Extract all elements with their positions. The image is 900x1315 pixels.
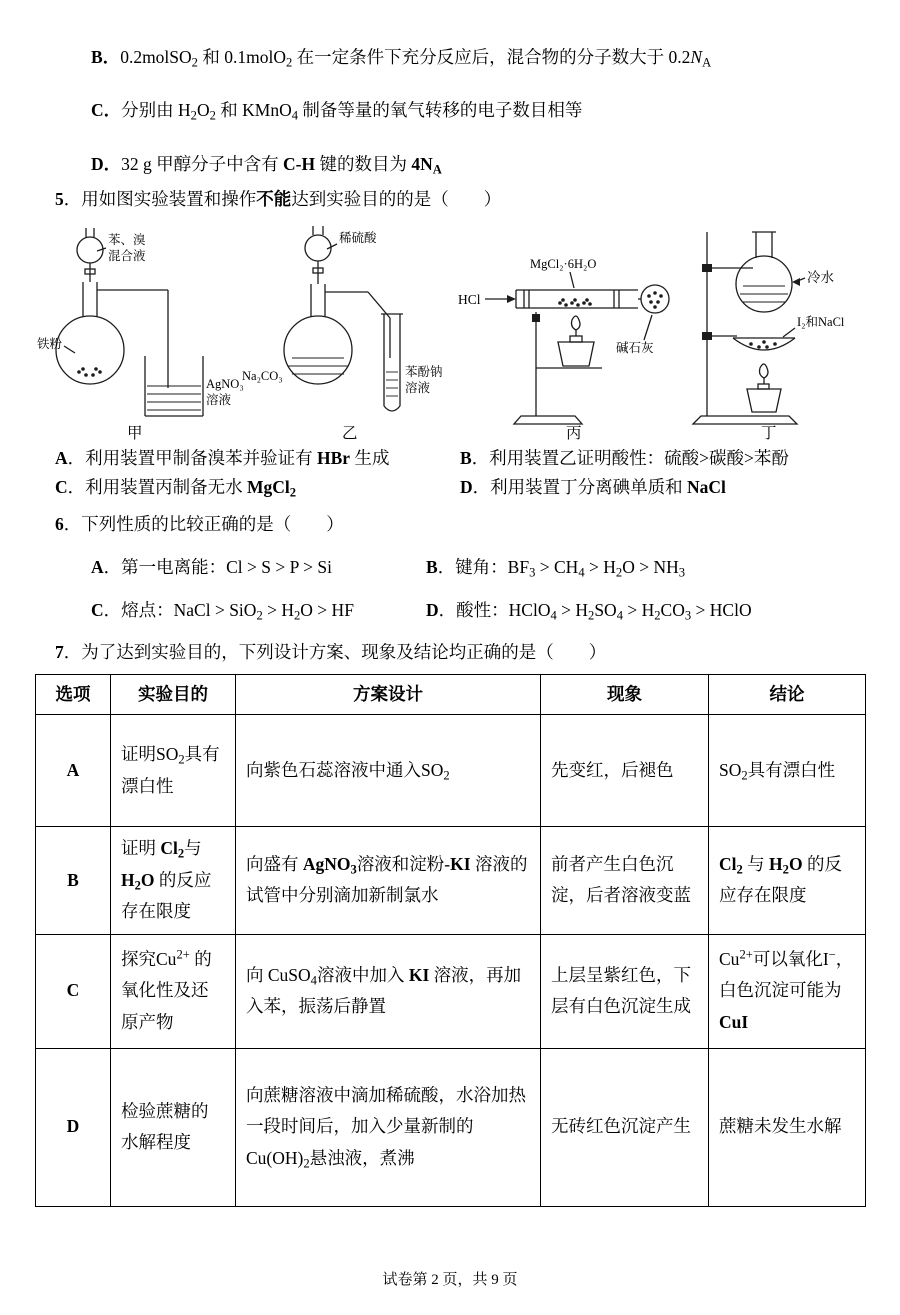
option-6c: C．熔点：NaCl > $SiO_2 > H_2O$ > HF [91,600,354,623]
arrow-icon [507,295,516,303]
cell-design: 向 CuSO$_4$溶液中加入 KI 溶液，再加入苯，振荡后静置 [236,934,541,1048]
caption-bing: 丙 [566,425,582,442]
alcohol-lamp [747,364,781,412]
dropping-funnel [77,228,103,282]
option-4c: C．分别由 $H_2O_2$ 和 KMnO$_4$ 制备等量的氧气转移的电子数目相等 [91,100,583,123]
mgcl2-solid-dots [559,298,593,307]
label-mgcl2-6h2o: MgCl₂·6H₂O [530,257,597,271]
cell-phenomenon: 上层呈紫红色，下层有白色沉淀生成 [541,934,709,1048]
test-tube [381,314,403,411]
caption-ding: 丁 [760,425,777,442]
label-benzene-bromine-2: 混合液 [108,249,146,263]
question-5-options-row-1 [55,445,865,471]
label-hcl-gas: HCl [458,292,481,307]
cell-conclusion: $Cl_2$ 与 $H_2O$ 的反应存在限度 [709,827,866,935]
iron-stand [514,312,602,424]
round-flask [56,282,124,384]
evaporating-dish [733,338,795,350]
cell-design: 向盛有 AgNO$_3$溶液和淀粉-KI 溶液的试管中分别滴加新制氯水 [236,827,541,935]
page-footer: 试卷第 2 页，共 9 页 [382,1271,518,1288]
test-tube-liquid [386,372,398,396]
cell-option: A [36,715,111,827]
drying-bulb [638,285,669,313]
cell-purpose: 探究$Cu^{2+}$ 的氧化性及还原产物 [111,934,236,1048]
label-cold-water: 冷水 [806,270,834,285]
caption-yi: 乙 [341,425,358,442]
table-row [36,1048,866,1206]
header-option: 选项 [36,674,111,715]
label-agno3-2: 溶液 [206,393,232,407]
option-5d: D．利用装置丁分离碘单质和 NaCl [460,477,726,498]
header-purpose: 实验目的 [111,674,236,715]
label-iodine-nacl: I₂和NaCl [796,315,845,329]
stem-emphasis: 不能 [256,188,292,209]
question-7-stem: 7．为了达到实验目的，下列设计方案、现象及结论均正确的是（ ） [55,642,607,663]
label-sodium-phenolate-1: 苯酚钠 [404,365,443,379]
cell-conclusion: 蔗糖未发生水解 [709,1048,866,1206]
label-dilute-sulfuric-acid: 稀硫酸 [338,231,377,245]
cell-design: 向紫色石蕊溶液中通入$SO_2$ [236,715,541,827]
table-row [36,827,866,935]
option-4d: D．32 g 甲醇分子中含有 C-H 键的数目为 $4N_A$ [91,153,442,177]
stem-text: 达到实验目的的是（ ） [291,188,502,209]
question-6-options-row-1 [91,554,865,580]
apparatus-ding-diagram [685,220,865,442]
option-6b: B．键角：$BF_3 > CH_4 > H_2O > NH_3$ [426,556,686,580]
label-agno3-1: AgNO₃ [206,377,244,391]
alcohol-lamp [558,316,594,366]
cell-design: 向蔗糖溶液中滴加稀硫酸，水浴加热一段时间后，加入少量新制的 $Cu(OH)_2$悬浊液，煮沸 [236,1048,541,1206]
label-na2co3: Na₂CO₃ [241,369,283,383]
option-5c: C．利用装置丙制备无水 MgCl$_2$ [55,477,297,500]
question-6-stem: 6．下列性质的比较正确的是（ ） [55,513,344,534]
cell-conclusion: $Cu^{2+}$可以氧化I−，白色沉淀可能为 CuI [709,934,866,1048]
delivery-tube [325,292,390,358]
option-6a: A．第一电离能：Cl > S > P > Si [91,556,332,577]
apparatus-bing-diagram [458,220,683,442]
soda-lime-granules [648,291,664,309]
question-5-stem [55,186,865,212]
cell-phenomenon: 无砖红色沉淀产生 [541,1048,709,1206]
apparatus-jia-diagram [35,220,244,442]
header-design: 方案设计 [236,674,541,715]
apparatus-diagrams [35,220,865,442]
label-soda-lime: 碱石灰 [616,341,654,355]
stem-text: 5．用如图实验装置和操作 [55,188,257,209]
question-7-table [35,674,866,1207]
question-5-options-row-2 [55,474,865,500]
question-6-options-row-2 [91,597,865,623]
iodine-nacl-dots [749,340,777,349]
label-iron-powder: 铁粉 [37,337,63,351]
cell-phenomenon: 先变红，后褪色 [541,715,709,827]
header-phenomenon: 现象 [541,674,709,715]
option-4b: B．0.2molSO$_2$ 和 0.1molO$_2$ 在一定条件下充分反应后，混合物的分子数大于 $0.2N_A$ [91,47,712,70]
iron-stand [693,232,797,424]
cell-phenomenon: 前者产生白色沉淀，后者溶液变蓝 [541,827,709,935]
cell-purpose: 证明 $Cl_2$与$H_2O$ 的反应存在限度 [111,827,236,935]
arrow-icon [792,278,800,286]
apparatus-yi-diagram [242,220,457,442]
round-flask [284,284,352,384]
label-sodium-phenolate-2: 溶液 [404,381,430,395]
option-6d: D．酸性：HClO$_4$ > $H_2SO_4 > H_2CO_3$ > HClO [426,600,752,623]
cold-water-liquid [740,286,788,302]
cell-option: D [36,1048,111,1206]
option-5a: A．利用装置甲制备溴苯并验证有 HBr 生成 [55,448,390,468]
cell-conclusion: $SO_2$具有漂白性 [709,715,866,827]
flask-liquid [288,358,348,374]
cell-option: B [36,827,111,935]
label-benzene-bromine-1: 苯、溴 [108,233,146,247]
option-5b: B．利用装置乙证明酸性：硫酸>碳酸>苯酚 [460,448,789,468]
table-row [36,715,866,827]
cell-option: C [36,934,111,1048]
table-header-row [36,674,866,715]
table-row [36,934,866,1048]
delivery-tube [97,290,168,388]
header-conclusion: 结论 [709,674,866,715]
dropping-funnel [305,226,331,284]
caption-jia: 甲 [127,425,143,442]
cell-purpose: 证明$SO_2$具有漂白性 [111,715,236,827]
iron-powder-dots [77,367,102,377]
beaker-liquid [147,386,201,410]
cell-purpose: 检验蔗糖的水解程度 [111,1048,236,1206]
round-flask-cold-water [736,232,792,312]
